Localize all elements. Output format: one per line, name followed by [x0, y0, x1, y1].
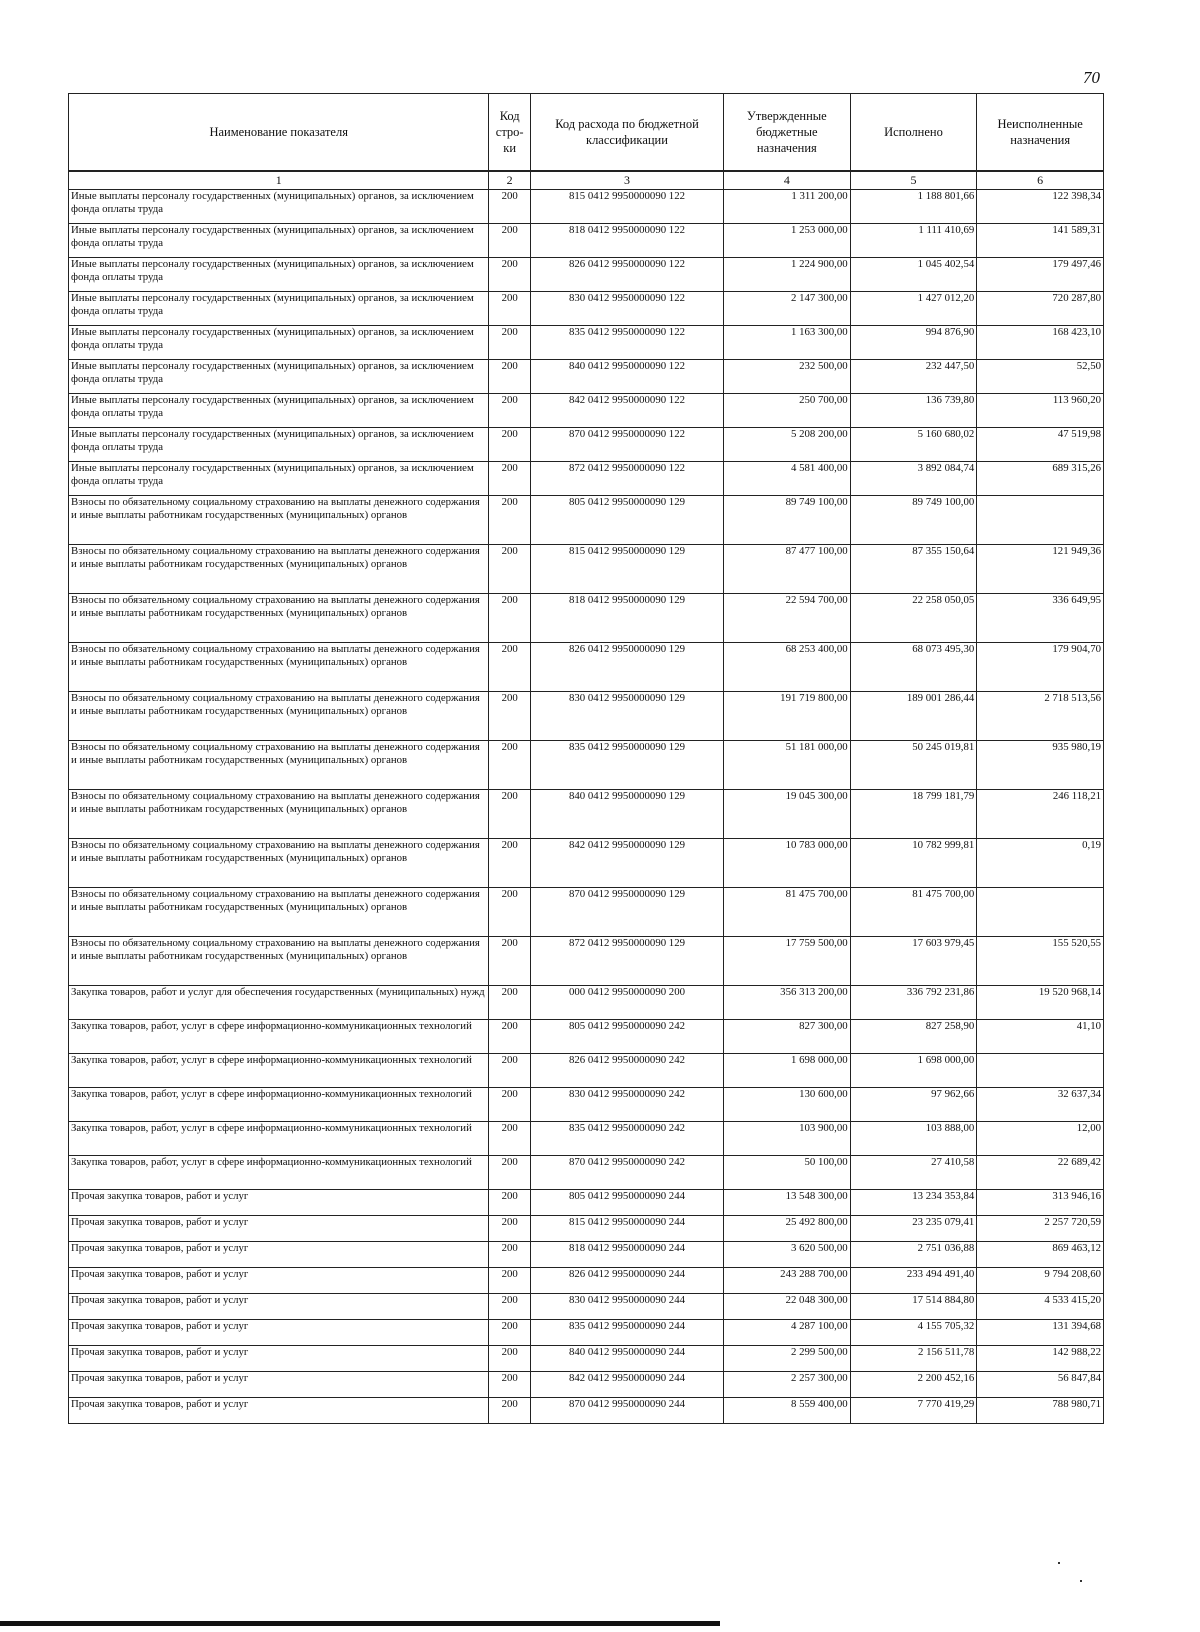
row-indicator-name: Иные выплаты персоналу государственных (муниципальных) органов, за исключением фонда оплаты труда — [69, 394, 489, 428]
row-budget-code: 835 0412 9950000090 122 — [530, 326, 723, 360]
table-body — [69, 190, 1104, 1424]
table-row — [69, 643, 1104, 692]
row-line-code: 200 — [489, 360, 531, 394]
table-row — [69, 986, 1104, 1020]
row-budget-code: 830 0412 9950000090 244 — [530, 1294, 723, 1320]
page-number: 70 — [1083, 68, 1100, 87]
row-unexecuted-amount: 336 649,95 — [977, 594, 1104, 643]
header-budget-code: Код расхода по бюджетной классификации — [530, 94, 723, 172]
row-unexecuted-amount: 47 519,98 — [977, 428, 1104, 462]
table-row — [69, 741, 1104, 790]
row-indicator-name: Прочая закупка товаров, работ и услуг — [69, 1190, 489, 1216]
row-approved-amount: 22 048 300,00 — [724, 1294, 851, 1320]
row-line-code: 200 — [489, 692, 531, 741]
row-indicator-name: Взносы по обязательному социальному страхованию на выплаты денежного содержания и иные выплаты работникам государственных (муниципальных) органов — [69, 643, 489, 692]
row-approved-amount: 1 224 900,00 — [724, 258, 851, 292]
row-executed-amount: 23 235 079,41 — [850, 1216, 977, 1242]
row-executed-amount: 2 751 036,88 — [850, 1242, 977, 1268]
row-unexecuted-amount: 12,00 — [977, 1122, 1104, 1156]
column-number: 4 — [724, 171, 851, 190]
row-indicator-name: Закупка товаров, работ, услуг в сфере информационно-коммуникационных технологий — [69, 1020, 489, 1054]
row-line-code: 200 — [489, 839, 531, 888]
table-row — [69, 292, 1104, 326]
row-executed-amount: 1 427 012,20 — [850, 292, 977, 326]
row-budget-code: 818 0412 9950000090 244 — [530, 1242, 723, 1268]
row-approved-amount: 3 620 500,00 — [724, 1242, 851, 1268]
row-executed-amount: 81 475 700,00 — [850, 888, 977, 937]
row-approved-amount: 356 313 200,00 — [724, 986, 851, 1020]
row-budget-code: 830 0412 9950000090 122 — [530, 292, 723, 326]
row-budget-code: 835 0412 9950000090 244 — [530, 1320, 723, 1346]
row-budget-code: 826 0412 9950000090 244 — [530, 1268, 723, 1294]
row-approved-amount: 89 749 100,00 — [724, 496, 851, 545]
row-indicator-name: Прочая закупка товаров, работ и услуг — [69, 1320, 489, 1346]
table-row — [69, 326, 1104, 360]
row-line-code: 200 — [489, 643, 531, 692]
row-unexecuted-amount: 2 718 513,56 — [977, 692, 1104, 741]
row-line-code: 200 — [489, 428, 531, 462]
row-unexecuted-amount — [977, 888, 1104, 937]
row-line-code: 200 — [489, 741, 531, 790]
row-line-code: 200 — [489, 1020, 531, 1054]
header-row — [69, 94, 1104, 172]
table-row — [69, 1372, 1104, 1398]
table-row — [69, 190, 1104, 224]
row-indicator-name: Иные выплаты персоналу государственных (муниципальных) органов, за исключением фонда оплаты труда — [69, 326, 489, 360]
row-indicator-name: Взносы по обязательному социальному страхованию на выплаты денежного содержания и иные выплаты работникам государственных (муниципальных) органов — [69, 594, 489, 643]
row-approved-amount: 10 783 000,00 — [724, 839, 851, 888]
column-number: 6 — [977, 171, 1104, 190]
row-line-code: 200 — [489, 937, 531, 986]
row-executed-amount: 827 258,90 — [850, 1020, 977, 1054]
column-number: 5 — [850, 171, 977, 190]
row-indicator-name: Закупка товаров, работ, услуг в сфере информационно-коммуникационных технологий — [69, 1088, 489, 1122]
row-approved-amount: 827 300,00 — [724, 1020, 851, 1054]
row-executed-amount: 1 188 801,66 — [850, 190, 977, 224]
row-unexecuted-amount: 56 847,84 — [977, 1372, 1104, 1398]
row-unexecuted-amount: 113 960,20 — [977, 394, 1104, 428]
budget-execution-table — [68, 93, 1104, 1424]
row-indicator-name: Прочая закупка товаров, работ и услуг — [69, 1294, 489, 1320]
row-unexecuted-amount: 155 520,55 — [977, 937, 1104, 986]
table-row — [69, 258, 1104, 292]
row-executed-amount: 97 962,66 — [850, 1088, 977, 1122]
row-line-code: 200 — [489, 462, 531, 496]
row-unexecuted-amount: 168 423,10 — [977, 326, 1104, 360]
row-approved-amount: 2 147 300,00 — [724, 292, 851, 326]
row-executed-amount: 233 494 491,40 — [850, 1268, 977, 1294]
row-budget-code: 815 0412 9950000090 244 — [530, 1216, 723, 1242]
row-budget-code: 840 0412 9950000090 244 — [530, 1346, 723, 1372]
row-line-code: 200 — [489, 1320, 531, 1346]
table-row — [69, 360, 1104, 394]
row-budget-code: 815 0412 9950000090 129 — [530, 545, 723, 594]
row-line-code: 200 — [489, 1268, 531, 1294]
row-approved-amount: 2 257 300,00 — [724, 1372, 851, 1398]
row-executed-amount: 136 739,80 — [850, 394, 977, 428]
table-row — [69, 1156, 1104, 1190]
row-indicator-name: Прочая закупка товаров, работ и услуг — [69, 1398, 489, 1424]
row-approved-amount: 19 045 300,00 — [724, 790, 851, 839]
table-row — [69, 224, 1104, 258]
row-executed-amount: 68 073 495,30 — [850, 643, 977, 692]
row-executed-amount: 1 111 410,69 — [850, 224, 977, 258]
row-indicator-name: Взносы по обязательному социальному страхованию на выплаты денежного содержания и иные выплаты работникам государственных (муниципальных) органов — [69, 790, 489, 839]
row-unexecuted-amount: 19 520 968,14 — [977, 986, 1104, 1020]
column-number: 1 — [69, 171, 489, 190]
row-indicator-name: Прочая закупка товаров, работ и услуг — [69, 1268, 489, 1294]
row-approved-amount: 130 600,00 — [724, 1088, 851, 1122]
row-approved-amount: 4 581 400,00 — [724, 462, 851, 496]
table-row — [69, 496, 1104, 545]
row-unexecuted-amount: 142 988,22 — [977, 1346, 1104, 1372]
row-approved-amount: 50 100,00 — [724, 1156, 851, 1190]
row-unexecuted-amount: 720 287,80 — [977, 292, 1104, 326]
row-executed-amount: 27 410,58 — [850, 1156, 977, 1190]
row-unexecuted-amount: 131 394,68 — [977, 1320, 1104, 1346]
row-unexecuted-amount: 0,19 — [977, 839, 1104, 888]
table-row — [69, 790, 1104, 839]
row-budget-code: 842 0412 9950000090 244 — [530, 1372, 723, 1398]
row-approved-amount: 25 492 800,00 — [724, 1216, 851, 1242]
row-unexecuted-amount: 869 463,12 — [977, 1242, 1104, 1268]
row-indicator-name: Иные выплаты персоналу государственных (муниципальных) органов, за исключением фонда оплаты труда — [69, 190, 489, 224]
row-line-code: 200 — [489, 888, 531, 937]
row-budget-code: 840 0412 9950000090 129 — [530, 790, 723, 839]
row-indicator-name: Взносы по обязательному социальному страхованию на выплаты денежного содержания и иные выплаты работникам государственных (муниципальных) органов — [69, 888, 489, 937]
row-indicator-name: Взносы по обязательному социальному страхованию на выплаты денежного содержания и иные выплаты работникам государственных (муниципальных) органов — [69, 839, 489, 888]
row-indicator-name: Прочая закупка товаров, работ и услуг — [69, 1372, 489, 1398]
row-executed-amount: 2 156 511,78 — [850, 1346, 977, 1372]
row-indicator-name: Взносы по обязательному социальному страхованию на выплаты денежного содержания и иные выплаты работникам государственных (муниципальных) органов — [69, 545, 489, 594]
table-row — [69, 839, 1104, 888]
row-line-code: 200 — [489, 1294, 531, 1320]
row-budget-code: 842 0412 9950000090 122 — [530, 394, 723, 428]
row-executed-amount: 1 698 000,00 — [850, 1054, 977, 1088]
row-budget-code: 840 0412 9950000090 122 — [530, 360, 723, 394]
row-approved-amount: 1 163 300,00 — [724, 326, 851, 360]
row-approved-amount: 81 475 700,00 — [724, 888, 851, 937]
table-row — [69, 937, 1104, 986]
row-unexecuted-amount — [977, 1054, 1104, 1088]
column-number: 3 — [530, 171, 723, 190]
row-executed-amount: 103 888,00 — [850, 1122, 977, 1156]
row-executed-amount: 10 782 999,81 — [850, 839, 977, 888]
table-row — [69, 1190, 1104, 1216]
row-indicator-name: Закупка товаров, работ, услуг в сфере информационно-коммуникационных технологий — [69, 1054, 489, 1088]
row-budget-code: 826 0412 9950000090 122 — [530, 258, 723, 292]
table-row — [69, 692, 1104, 741]
row-line-code: 200 — [489, 790, 531, 839]
row-budget-code: 870 0412 9950000090 244 — [530, 1398, 723, 1424]
row-line-code: 200 — [489, 1054, 531, 1088]
header-unexecuted: Неисполненные назначения — [977, 94, 1104, 172]
row-approved-amount: 51 181 000,00 — [724, 741, 851, 790]
row-executed-amount: 13 234 353,84 — [850, 1190, 977, 1216]
row-executed-amount: 22 258 050,05 — [850, 594, 977, 643]
row-executed-amount: 17 514 884,80 — [850, 1294, 977, 1320]
row-line-code: 200 — [489, 1122, 531, 1156]
row-executed-amount: 336 792 231,86 — [850, 986, 977, 1020]
table-row — [69, 1122, 1104, 1156]
row-line-code: 200 — [489, 1346, 531, 1372]
row-unexecuted-amount: 9 794 208,60 — [977, 1268, 1104, 1294]
row-indicator-name: Иные выплаты персоналу государственных (муниципальных) органов, за исключением фонда оплаты труда — [69, 360, 489, 394]
table-row — [69, 1346, 1104, 1372]
row-indicator-name: Взносы по обязательному социальному страхованию на выплаты денежного содержания и иные выплаты работникам государственных (муниципальных) органов — [69, 937, 489, 986]
row-indicator-name: Закупка товаров, работ и услуг для обеспечения государственных (муниципальных) нужд — [69, 986, 489, 1020]
row-executed-amount: 1 045 402,54 — [850, 258, 977, 292]
row-unexecuted-amount: 22 689,42 — [977, 1156, 1104, 1190]
row-indicator-name: Прочая закупка товаров, работ и услуг — [69, 1216, 489, 1242]
row-budget-code: 835 0412 9950000090 129 — [530, 741, 723, 790]
row-approved-amount: 87 477 100,00 — [724, 545, 851, 594]
table-row — [69, 428, 1104, 462]
row-executed-amount: 18 799 181,79 — [850, 790, 977, 839]
row-line-code: 200 — [489, 1190, 531, 1216]
row-unexecuted-amount: 141 589,31 — [977, 224, 1104, 258]
row-executed-amount: 7 770 419,29 — [850, 1398, 977, 1424]
row-approved-amount: 4 287 100,00 — [724, 1320, 851, 1346]
table-row — [69, 1398, 1104, 1424]
row-unexecuted-amount: 52,50 — [977, 360, 1104, 394]
row-budget-code: 826 0412 9950000090 129 — [530, 643, 723, 692]
row-line-code: 200 — [489, 1156, 531, 1190]
row-unexecuted-amount: 122 398,34 — [977, 190, 1104, 224]
row-approved-amount: 2 299 500,00 — [724, 1346, 851, 1372]
row-approved-amount: 232 500,00 — [724, 360, 851, 394]
row-executed-amount: 5 160 680,02 — [850, 428, 977, 462]
row-approved-amount: 103 900,00 — [724, 1122, 851, 1156]
table-row — [69, 1088, 1104, 1122]
row-line-code: 200 — [489, 190, 531, 224]
scan-speck — [1058, 1562, 1060, 1564]
row-line-code: 200 — [489, 545, 531, 594]
row-budget-code: 815 0412 9950000090 122 — [530, 190, 723, 224]
row-approved-amount: 250 700,00 — [724, 394, 851, 428]
table-row — [69, 1020, 1104, 1054]
row-budget-code: 818 0412 9950000090 129 — [530, 594, 723, 643]
row-executed-amount: 189 001 286,44 — [850, 692, 977, 741]
row-indicator-name: Иные выплаты персоналу государственных (муниципальных) органов, за исключением фонда оплаты труда — [69, 258, 489, 292]
row-indicator-name: Прочая закупка товаров, работ и услуг — [69, 1242, 489, 1268]
table-row — [69, 594, 1104, 643]
row-unexecuted-amount: 179 904,70 — [977, 643, 1104, 692]
table-row — [69, 1320, 1104, 1346]
header-line-code: Код стро-ки — [489, 94, 531, 172]
table-row — [69, 462, 1104, 496]
header-executed: Исполнено — [850, 94, 977, 172]
row-unexecuted-amount: 121 949,36 — [977, 545, 1104, 594]
row-line-code: 200 — [489, 1398, 531, 1424]
row-unexecuted-amount: 41,10 — [977, 1020, 1104, 1054]
row-budget-code: 842 0412 9950000090 129 — [530, 839, 723, 888]
row-unexecuted-amount: 32 637,34 — [977, 1088, 1104, 1122]
row-indicator-name: Закупка товаров, работ, услуг в сфере информационно-коммуникационных технологий — [69, 1156, 489, 1190]
row-line-code: 200 — [489, 496, 531, 545]
row-executed-amount: 4 155 705,32 — [850, 1320, 977, 1346]
row-approved-amount: 68 253 400,00 — [724, 643, 851, 692]
row-budget-code: 830 0412 9950000090 242 — [530, 1088, 723, 1122]
row-budget-code: 870 0412 9950000090 129 — [530, 888, 723, 937]
row-indicator-name: Взносы по обязательному социальному страхованию на выплаты денежного содержания и иные выплаты работникам государственных (муниципальных) органов — [69, 496, 489, 545]
row-indicator-name: Иные выплаты персоналу государственных (муниципальных) органов, за исключением фонда оплаты труда — [69, 292, 489, 326]
table-row — [69, 1268, 1104, 1294]
row-executed-amount: 232 447,50 — [850, 360, 977, 394]
row-line-code: 200 — [489, 326, 531, 360]
row-executed-amount: 2 200 452,16 — [850, 1372, 977, 1398]
row-indicator-name: Закупка товаров, работ, услуг в сфере информационно-коммуникационных технологий — [69, 1122, 489, 1156]
row-executed-amount: 17 603 979,45 — [850, 937, 977, 986]
scan-bottom-edge — [0, 1621, 720, 1626]
row-indicator-name: Взносы по обязательному социальному страхованию на выплаты денежного содержания и иные выплаты работникам государственных (муниципальных) органов — [69, 741, 489, 790]
row-budget-code: 835 0412 9950000090 242 — [530, 1122, 723, 1156]
row-line-code: 200 — [489, 594, 531, 643]
row-executed-amount: 994 876,90 — [850, 326, 977, 360]
table-row — [69, 1054, 1104, 1088]
row-budget-code: 872 0412 9950000090 129 — [530, 937, 723, 986]
row-indicator-name: Взносы по обязательному социальному страхованию на выплаты денежного содержания и иные выплаты работникам государственных (муниципальных) органов — [69, 692, 489, 741]
row-line-code: 200 — [489, 1088, 531, 1122]
table-row — [69, 1242, 1104, 1268]
row-budget-code: 826 0412 9950000090 242 — [530, 1054, 723, 1088]
table-row — [69, 545, 1104, 594]
row-budget-code: 872 0412 9950000090 122 — [530, 462, 723, 496]
row-indicator-name: Иные выплаты персоналу государственных (муниципальных) органов, за исключением фонда оплаты труда — [69, 224, 489, 258]
row-line-code: 200 — [489, 258, 531, 292]
column-number-row — [69, 171, 1104, 190]
table-row — [69, 1294, 1104, 1320]
row-approved-amount: 1 698 000,00 — [724, 1054, 851, 1088]
row-line-code: 200 — [489, 1242, 531, 1268]
row-unexecuted-amount: 935 980,19 — [977, 741, 1104, 790]
row-approved-amount: 13 548 300,00 — [724, 1190, 851, 1216]
row-unexecuted-amount — [977, 496, 1104, 545]
row-line-code: 200 — [489, 986, 531, 1020]
row-approved-amount: 1 311 200,00 — [724, 190, 851, 224]
row-budget-code: 870 0412 9950000090 242 — [530, 1156, 723, 1190]
row-line-code: 200 — [489, 1216, 531, 1242]
table-row — [69, 1216, 1104, 1242]
row-budget-code: 805 0412 9950000090 129 — [530, 496, 723, 545]
row-indicator-name: Иные выплаты персоналу государственных (муниципальных) органов, за исключением фонда оплаты труда — [69, 462, 489, 496]
row-budget-code: 818 0412 9950000090 122 — [530, 224, 723, 258]
row-line-code: 200 — [489, 292, 531, 326]
row-approved-amount: 17 759 500,00 — [724, 937, 851, 986]
row-indicator-name: Иные выплаты персоналу государственных (муниципальных) органов, за исключением фонда оплаты труда — [69, 428, 489, 462]
row-line-code: 200 — [489, 1372, 531, 1398]
row-budget-code: 830 0412 9950000090 129 — [530, 692, 723, 741]
row-indicator-name: Прочая закупка товаров, работ и услуг — [69, 1346, 489, 1372]
row-executed-amount: 3 892 084,74 — [850, 462, 977, 496]
row-line-code: 200 — [489, 224, 531, 258]
row-line-code: 200 — [489, 394, 531, 428]
table-row — [69, 394, 1104, 428]
row-approved-amount: 22 594 700,00 — [724, 594, 851, 643]
row-unexecuted-amount: 4 533 415,20 — [977, 1294, 1104, 1320]
row-unexecuted-amount: 246 118,21 — [977, 790, 1104, 839]
row-approved-amount: 243 288 700,00 — [724, 1268, 851, 1294]
row-budget-code: 805 0412 9950000090 244 — [530, 1190, 723, 1216]
column-number: 2 — [489, 171, 531, 190]
row-approved-amount: 5 208 200,00 — [724, 428, 851, 462]
row-approved-amount: 1 253 000,00 — [724, 224, 851, 258]
row-executed-amount: 87 355 150,64 — [850, 545, 977, 594]
row-budget-code: 805 0412 9950000090 242 — [530, 1020, 723, 1054]
row-approved-amount: 191 719 800,00 — [724, 692, 851, 741]
row-budget-code: 000 0412 9950000090 200 — [530, 986, 723, 1020]
row-unexecuted-amount: 179 497,46 — [977, 258, 1104, 292]
header-approved: Утвержденные бюджетные назначения — [724, 94, 851, 172]
scan-speck — [1080, 1580, 1082, 1582]
row-unexecuted-amount: 2 257 720,59 — [977, 1216, 1104, 1242]
row-unexecuted-amount: 689 315,26 — [977, 462, 1104, 496]
row-approved-amount: 8 559 400,00 — [724, 1398, 851, 1424]
table-row — [69, 888, 1104, 937]
row-unexecuted-amount: 313 946,16 — [977, 1190, 1104, 1216]
row-budget-code: 870 0412 9950000090 122 — [530, 428, 723, 462]
row-executed-amount: 50 245 019,81 — [850, 741, 977, 790]
row-executed-amount: 89 749 100,00 — [850, 496, 977, 545]
header-indicator-name: Наименование показателя — [69, 94, 489, 172]
row-unexecuted-amount: 788 980,71 — [977, 1398, 1104, 1424]
